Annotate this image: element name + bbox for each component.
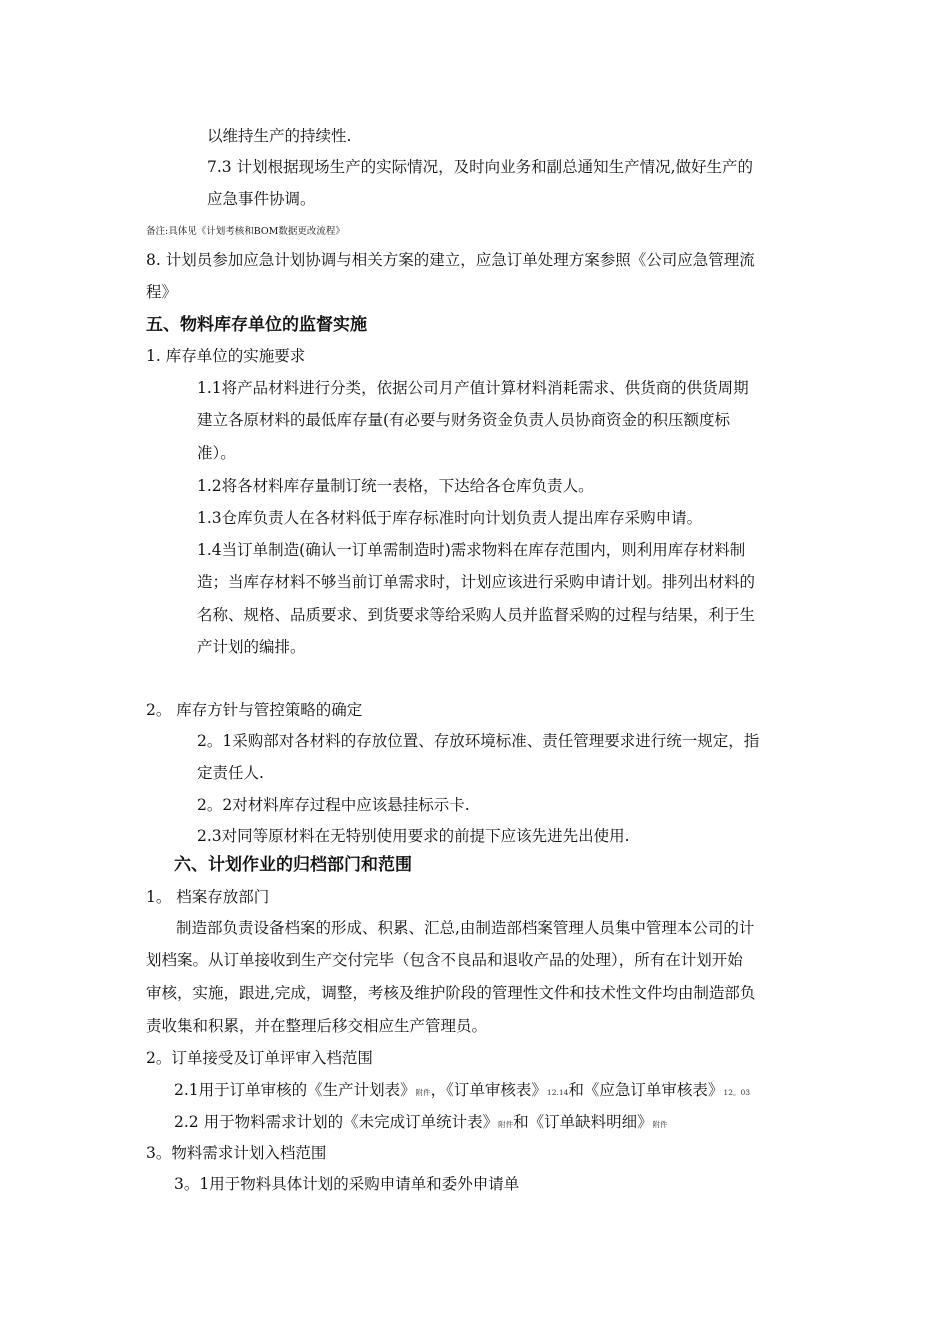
subsection-heading: 2。 库存方针与管控策略的确定: [146, 701, 363, 719]
attachment-mark: 附件: [415, 1088, 431, 1097]
archive-item-line: [174, 1112, 668, 1135]
line-text: 和《应急订单审核表》: [568, 1081, 724, 1099]
subsection-heading: 2。订单接受及订单评审入档范围: [146, 1049, 373, 1067]
subsection-heading: 1. 库存单位的实施要求: [146, 347, 306, 365]
paragraph-line: 1.1将产品材料进行分类，依据公司月产值计算材料消耗需求、供货商的供货周期: [197, 379, 749, 397]
paragraph-line: 造；当库存材料不够当前订单需求时，计划应该进行采购申请计划。排列出材料的: [197, 573, 756, 591]
paragraph-line: 审核，实施，跟进,完成，调整，考核及维护阶段的管理性文件和技术性文件均由制造部负: [146, 984, 756, 1002]
line-text: ，《订单审核表》: [430, 1081, 547, 1099]
paragraph-line: 定责任人.: [197, 764, 264, 782]
paragraph-line: 以维持生产的持续性.: [207, 127, 352, 145]
date-mark: 12.14: [546, 1088, 569, 1097]
attachment-mark: 附件: [498, 1120, 514, 1129]
paragraph-line: 准）。: [197, 444, 236, 462]
paragraph-line: 名称、规格、品质要求、到货要求等给采购人员并监督采购的过程与结果，利于生: [197, 606, 756, 624]
paragraph-line: 2。2对材料库存过程中应该悬挂标示卡.: [197, 796, 470, 814]
paragraph-line: 2.3对同等原材料在无特别使用要求的前提下应该先进先出使用.: [197, 827, 630, 845]
line-text: 和《订单缺料明细》: [513, 1113, 653, 1131]
paragraph-line: 7.3 计划根据现场生产的实际情况，及时向业务和副总通知生产情况,做好生产的: [207, 158, 754, 176]
paragraph-line: 划档案。从订单接收到生产交付完毕（包含不良品和退收产品的处理），所有在计划开始: [146, 951, 743, 969]
paragraph-line: 2。1采购部对各材料的存放位置、存放环境标准、责任管理要求进行统一规定，指: [197, 732, 760, 750]
paragraph-line: 1.3仓库负责人在各材料低于库存标准时向计划负责人提出库存采购申请。: [197, 509, 703, 527]
line-text: 2.1用于订单审核的《生产计划表》: [174, 1081, 416, 1099]
archive-item-line: [174, 1080, 750, 1103]
line-text: 2.2 用于物料需求计划的《未完成订单统计表》: [174, 1113, 499, 1131]
section-heading-6: 六、计划作业的归档部门和范围: [174, 855, 412, 875]
paragraph-line: 建立各原材料的最低库存量(有必要与财务资金负责人员协商资金的积压额度标: [197, 411, 731, 429]
paragraph-line: 制造部负责设备档案的形成、积累、汇总,由制造部档案管理人员集中管理本公司的计: [176, 919, 755, 937]
paragraph-line: 应急事件协调。: [207, 190, 316, 208]
paragraph-line: 1.2将各材料库存量制订统一表格，下达给各仓库负责人。: [197, 477, 594, 495]
paragraph-line: 1.4当订单制造(确认一订单需制造时)需求物料在库存范围内，则利用库存材料制: [197, 541, 746, 559]
paragraph-line: 责收集和积累，并在整理后移交相应生产管理员。: [146, 1017, 488, 1035]
subsection-heading: 1。 档案存放部门: [146, 888, 270, 906]
subsection-heading: 3。物料需求计划入档范围: [146, 1144, 327, 1162]
paragraph-line: 程》: [146, 283, 178, 301]
paragraph-line: 3。1用于物料具体计划的采购申请单和委外申请单: [174, 1175, 520, 1193]
attachment-mark: 附件: [652, 1120, 668, 1129]
remark-note: 备注:具体见《计划考核和BOM数据更改流程》: [146, 226, 345, 237]
date-mark: 12。03: [723, 1088, 751, 1097]
paragraph-line: 产计划的编排。: [197, 638, 306, 656]
paragraph-line: 8. 计划员参加应急计划协调与相关方案的建立，应急订单处理方案参照《公司应急管理流: [146, 251, 755, 269]
section-heading-5: 五、物料库存单位的监督实施: [146, 315, 367, 335]
